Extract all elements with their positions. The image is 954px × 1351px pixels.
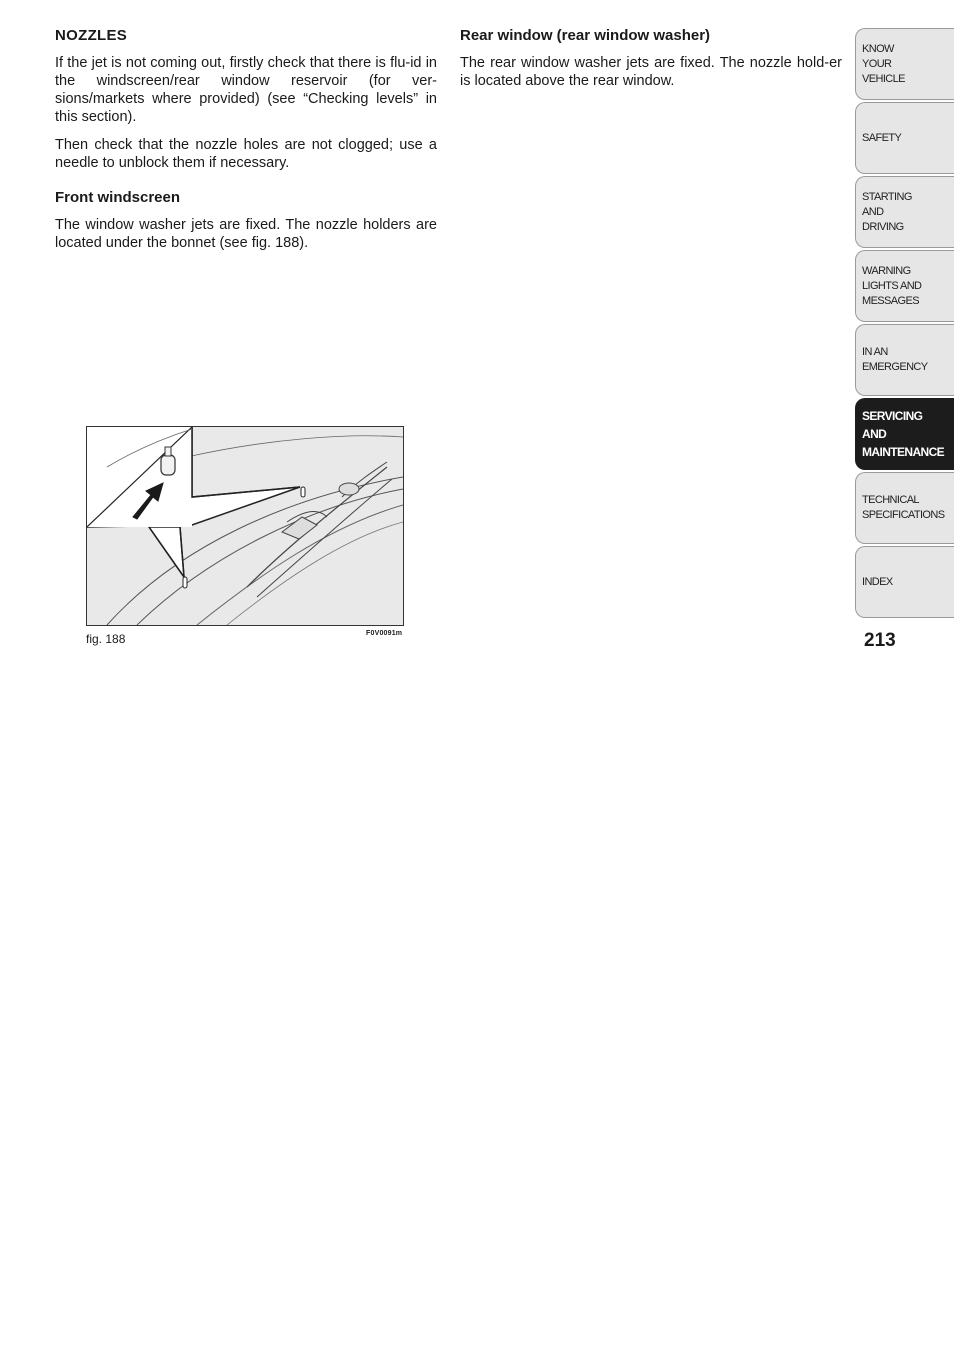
tab-label: SAFETY [862, 131, 902, 144]
tab-warning-lights-and-messages[interactable] [855, 250, 954, 322]
page-number: 213 [864, 630, 896, 651]
figure-caption: fig. 188 [86, 632, 126, 646]
tab-safety[interactable] [855, 102, 954, 174]
tab-label: WARNING LIGHTS AND MESSAGES [862, 264, 922, 307]
section-heading-nozzles: NOZZLES [55, 27, 128, 44]
tab-label: TECHNICAL SPECIFICATIONS [862, 494, 945, 521]
paragraph-front-windscreen: The window washer jets are fixed. The nozzle holders are located under the bonnet (see fig. 188). [55, 217, 437, 251]
right-column [460, 26, 842, 90]
tab-starting-and-driving[interactable] [855, 176, 954, 248]
paragraph-nozzle-holes: Then check that the nozzle holes are not clogged; use a needle to unblock them if necessary. [55, 137, 437, 171]
tab-label: IN AN EMERGENCY [862, 346, 928, 373]
paragraph-rear-window: The rear window washer jets are fixed. The nozzle hold-er is located above the rear window. [460, 55, 842, 89]
tab-label: KNOW YOUR VEHICLE [862, 42, 905, 85]
figure-188-illustration [86, 426, 404, 626]
figure-code: F0V0091m [366, 630, 403, 637]
tab-label: STARTING AND DRIVING [862, 190, 912, 233]
chapter-tabs [855, 28, 954, 620]
tab-know-your-vehicle[interactable] [855, 28, 954, 100]
paragraph-jet-check: If the jet is not coming out, firstly check that there is flu-id in the windscreen/rear window reservoir (for ver-sions/markets where provided) (see “Checking levels” in this section). [55, 55, 437, 125]
tab-label: SERVICING AND MAINTENANCE [862, 409, 945, 459]
subheading-rear-window: Rear window (rear window washer) [460, 27, 711, 44]
subheading-front-windscreen: Front windscreen [55, 189, 181, 206]
tab-technical-specifications[interactable] [855, 472, 954, 544]
tab-label: INDEX [862, 575, 893, 588]
tab-servicing-and-maintenance[interactable] [855, 398, 954, 470]
left-column [55, 26, 437, 252]
tab-index[interactable] [855, 546, 954, 618]
tab-in-an-emergency[interactable] [855, 324, 954, 396]
bonnet-nozzle-drawing [87, 427, 403, 625]
